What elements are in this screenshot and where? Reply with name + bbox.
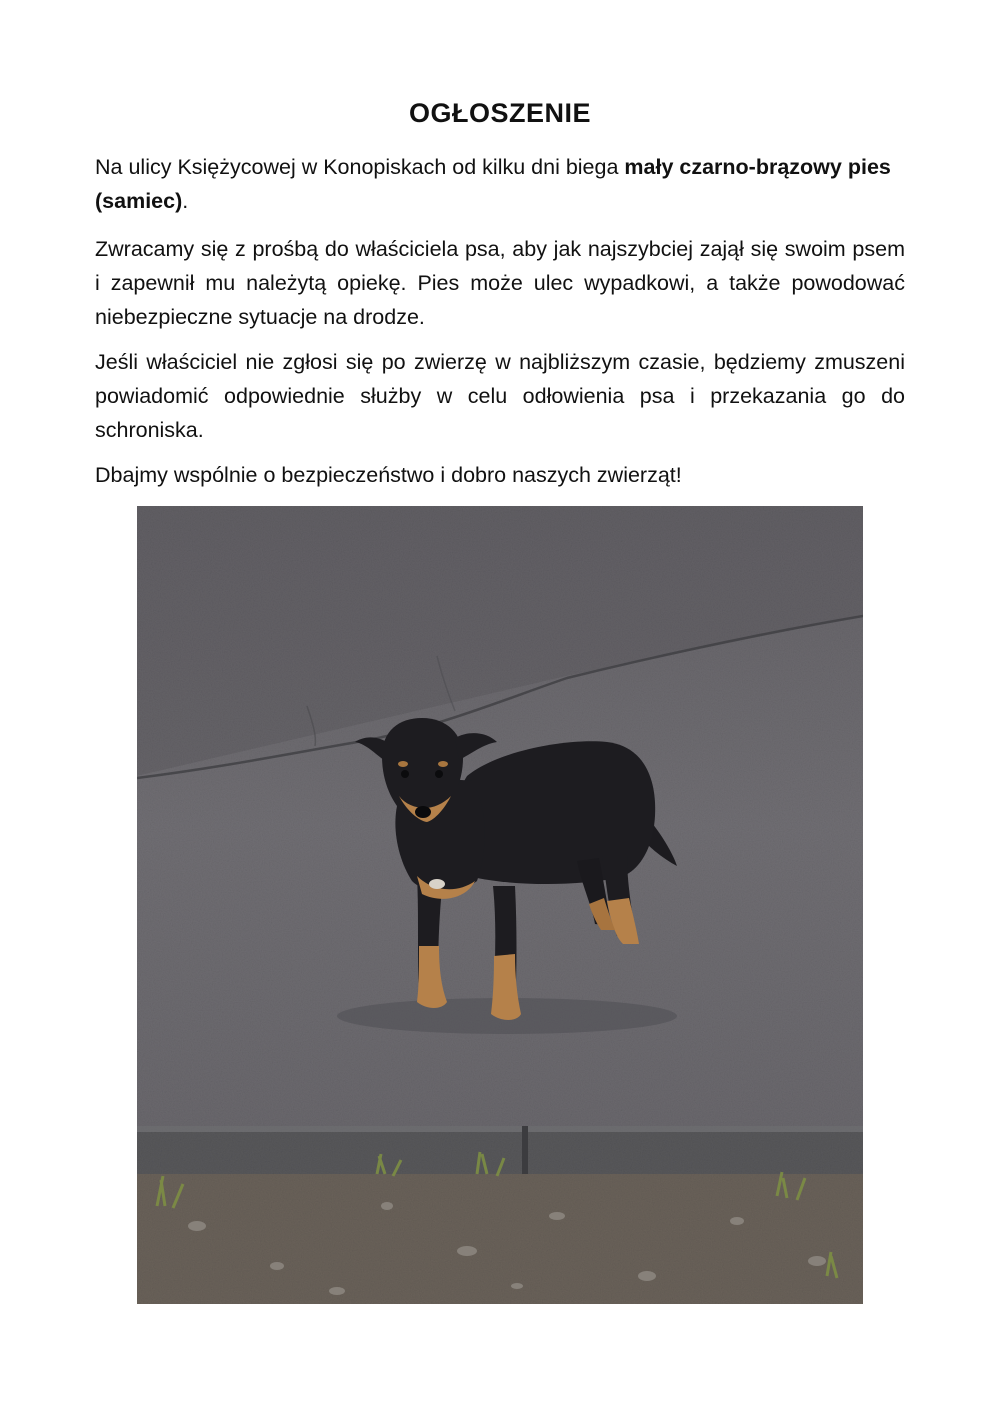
- notice-paragraph-2: Zwracamy się z prośbą do właściciela psa, aby jak najszybciej zajął się swoim psem i zapewnił mu należytą opiekę. Pies może ulec wypadkowi, a także powodować niebezpieczne sytuacje na drodze.: [95, 237, 905, 329]
- notice-paragraph-4: Dbajmy wspólnie o bezpieczeństwo i dobro naszych zwierząt!: [95, 463, 682, 487]
- notice-paragraph-1: [95, 150, 905, 218]
- dog-photo-illustration: [137, 506, 863, 1304]
- notice-title: OGŁOSZENIE: [408, 98, 592, 128]
- dog-photo: [137, 506, 863, 1304]
- notice-paragraph-3: Jeśli właściciel nie zgłosi się po zwierzę w najbliższym czasie, będziemy zmuszeni powiadomić odpowiednie służby w celu odłowienia psa i przekazania go do schroniska.: [95, 350, 905, 442]
- dog-description-bold: mały czarno-brązowy pies (samiec): [95, 155, 891, 213]
- paragraph-1-text: Na ulicy Księżycowej w Konopiskach od kilku dni biega: [95, 155, 625, 179]
- paragraph-1-end: .: [182, 189, 189, 213]
- gravel: [137, 1174, 863, 1304]
